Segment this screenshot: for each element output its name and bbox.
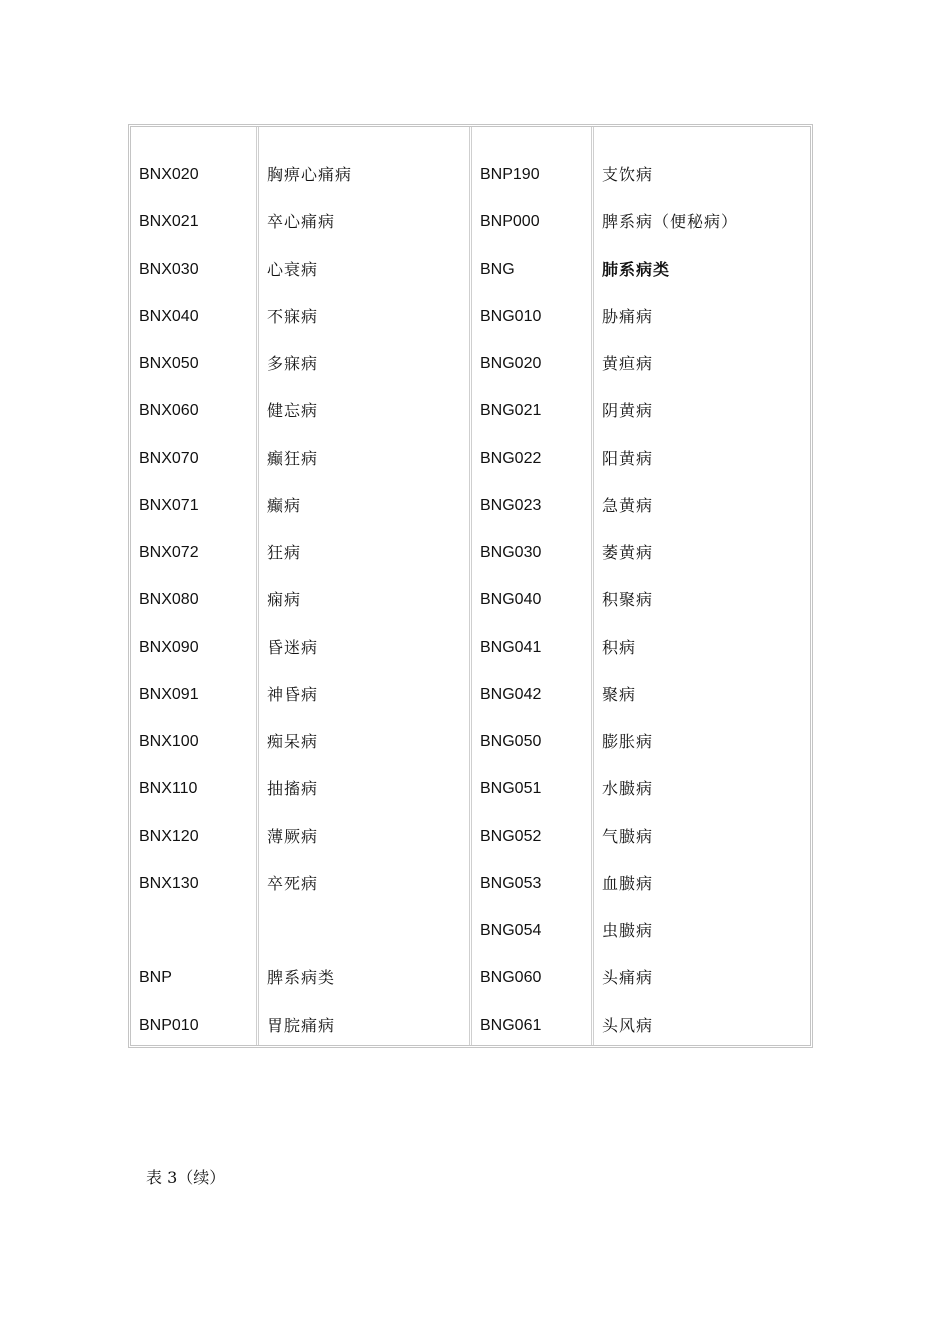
table-row xyxy=(131,340,810,387)
name-cell: 薄厥病 xyxy=(267,826,319,846)
table-row xyxy=(131,718,810,765)
table-row xyxy=(131,246,810,293)
code-cell: BNX120 xyxy=(139,827,199,845)
name-cell: 支饮病 xyxy=(602,165,654,184)
name-cell: 心衰病 xyxy=(267,259,319,279)
code-cell: BNX060 xyxy=(139,402,199,420)
table-row xyxy=(131,907,810,954)
name-cell: 脾系病（便秘病） xyxy=(602,212,739,232)
name-cell: 积聚病 xyxy=(602,590,654,610)
name-cell: 卒心痛病 xyxy=(267,212,336,232)
name-cell: 神昏病 xyxy=(267,684,319,704)
code-cell: BNX091 xyxy=(139,685,199,703)
code-cell: BNX110 xyxy=(139,780,198,798)
name-cell: 头风病 xyxy=(602,1015,654,1035)
code-cell: BNP010 xyxy=(139,1016,199,1034)
disease-code-table xyxy=(128,124,813,1048)
name-cell: 头痛病 xyxy=(602,968,654,988)
table-row xyxy=(131,529,810,576)
table-row xyxy=(131,765,810,812)
code-cell: BNX021 xyxy=(139,213,199,231)
code-cell: BNG021 xyxy=(480,402,542,420)
table-row xyxy=(131,813,810,860)
name-cell: 痴呆病 xyxy=(267,732,319,751)
name-cell: 聚病 xyxy=(602,684,637,704)
name-cell: 抽搐病 xyxy=(267,779,319,799)
code-cell: BNG052 xyxy=(480,827,542,845)
code-cell: BNP xyxy=(139,969,172,987)
name-cell: 血臌病 xyxy=(602,873,654,893)
name-cell: 积病 xyxy=(602,637,637,657)
code-cell: BNP190 xyxy=(480,166,540,183)
code-cell: BNG053 xyxy=(480,874,542,892)
name-cell: 胁痛病 xyxy=(602,306,654,326)
code-cell: BNX040 xyxy=(139,307,199,325)
table-row xyxy=(131,954,810,1001)
code-cell: BNG050 xyxy=(480,733,542,750)
code-cell: BNX072 xyxy=(139,544,199,561)
code-cell: BNG023 xyxy=(480,496,542,514)
code-cell: BNG022 xyxy=(480,449,542,467)
name-cell: 胸痹心痛病 xyxy=(267,165,353,184)
table-row xyxy=(131,624,810,671)
name-cell: 癫病 xyxy=(267,495,302,515)
name-cell: 昏迷病 xyxy=(267,637,319,657)
table-row xyxy=(131,198,810,245)
table-row xyxy=(131,860,810,907)
code-cell: BNG041 xyxy=(480,638,542,656)
table-row xyxy=(131,151,810,198)
code-cell: BNX090 xyxy=(139,638,199,656)
name-cell: 胃脘痛病 xyxy=(267,1015,336,1035)
name-cell: 狂病 xyxy=(267,543,302,562)
name-cell: 阳黄病 xyxy=(602,448,654,468)
name-cell: 健忘病 xyxy=(267,401,319,421)
table-row xyxy=(131,435,810,482)
code-cell: BNG010 xyxy=(480,307,542,325)
code-cell: BNX071 xyxy=(139,496,199,514)
name-cell: 痫病 xyxy=(267,590,302,610)
name-cell: 肺系病类 xyxy=(602,259,671,279)
code-cell: BNG030 xyxy=(480,544,542,561)
table-caption: 表 3（续） xyxy=(146,1168,226,1187)
code-cell: BNP000 xyxy=(480,213,540,231)
code-cell: BNX080 xyxy=(139,591,199,609)
table-row xyxy=(131,671,810,718)
code-cell: BNX130 xyxy=(139,874,199,892)
code-cell: BNX030 xyxy=(139,260,199,278)
name-cell: 卒死病 xyxy=(267,873,319,893)
name-cell: 萎黄病 xyxy=(602,543,654,562)
name-cell: 膨胀病 xyxy=(602,732,654,751)
name-cell: 水臌病 xyxy=(602,779,654,799)
table-row xyxy=(131,576,810,623)
name-cell: 癫狂病 xyxy=(267,448,319,468)
code-cell: BNG054 xyxy=(480,922,542,939)
code-cell: BNG060 xyxy=(480,969,542,987)
table-row xyxy=(131,482,810,529)
code-cell: BNG051 xyxy=(480,780,542,798)
name-cell: 黄疸病 xyxy=(602,354,654,373)
name-cell: 急黄病 xyxy=(602,495,654,515)
code-cell: BNG042 xyxy=(480,685,542,703)
table-row xyxy=(131,1002,810,1049)
code-cell: BNG040 xyxy=(480,591,542,609)
name-cell: 阴黄病 xyxy=(602,401,654,421)
table-row xyxy=(131,293,810,340)
name-cell: 脾系病类 xyxy=(267,968,336,988)
code-cell: BNX020 xyxy=(139,166,199,183)
code-cell: BNX050 xyxy=(139,355,199,372)
code-cell: BNG020 xyxy=(480,355,542,372)
code-cell: BNX100 xyxy=(139,733,199,750)
name-cell: 虫臌病 xyxy=(602,921,654,940)
code-cell: BNG061 xyxy=(480,1016,542,1034)
name-cell: 不寐病 xyxy=(267,306,319,326)
code-cell: BNG xyxy=(480,260,515,278)
table-row xyxy=(131,387,810,434)
code-cell: BNX070 xyxy=(139,449,199,467)
name-cell: 气臌病 xyxy=(602,826,654,846)
name-cell: 多寐病 xyxy=(267,354,319,373)
